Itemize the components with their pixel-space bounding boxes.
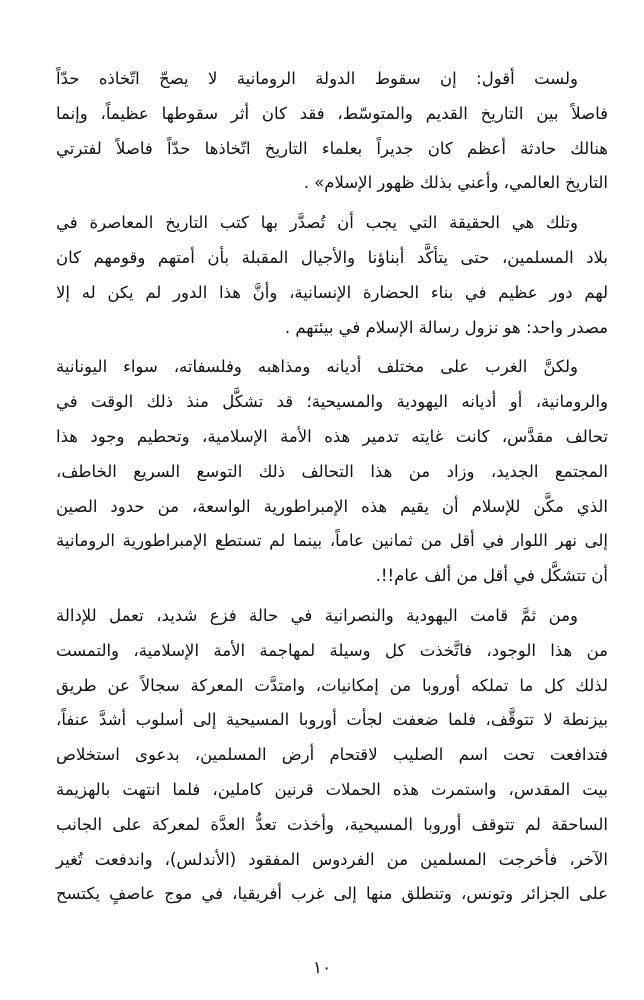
text-line: الساحقة لم تتوقف أوروبا المسيحية، وأخذت تعدُّ العدَّة لمعركة على الجانب <box>56 814 608 834</box>
text-line: على الجزائر وتونس، وتنطلق منها إلى غرب أفريقيا، في موج عاصفٍ يكتسح <box>56 884 608 904</box>
text-line: الذي مكَّن للإسلام أن يقيم هذه الإمبراطورية الواسعة، من حدود الصين <box>56 496 608 516</box>
text-line: التاريخ العالمي، وأعني بذلك ظهور الإسلام» . <box>303 173 608 193</box>
text-line: بيزنطة لا تتوقَّف، فلما ضعفت لجأت أوروبا المسيحية إلى أسلوب أشدَّ عنفاً، <box>56 710 608 730</box>
text-line: إلى نهر اللوار في أقل من ثمانين عاماً، بينما لم تستطع الإمبراطورية الرومانية <box>56 531 608 551</box>
text-line: بيت المقدس، واستمرت هذه الحملات قرنين كاملين، فلما انتهت بالهزيمة <box>56 779 608 799</box>
paragraph <box>56 599 608 912</box>
text-line: فاصلاً بين التاريخ القديم والمتوسّط، فقد كان أثر سقوطها عظيماً، وإنما <box>56 103 608 123</box>
page-body <box>56 62 608 917</box>
text-line: تحالف مقدَّس، كانت غايته تدمير هذه الأمة الإسلامية، وتحطيم وجود هذا <box>56 426 608 446</box>
text-line: من هذا الوجود، فاتَّخذت كل وسيلة لمهاجمة الأمة الإسلامية، والتمست <box>56 640 608 660</box>
text-line: فتدافعت تحت اسم الصليب لاقتحام أرض المسلمين، بدعوى استخلاص <box>56 745 608 765</box>
text-line: الآخر، فأخرجت المسلمين من الفردوس المفقود (الأندلس)، واندفعت تُغير <box>56 849 608 869</box>
paragraph <box>56 350 608 594</box>
text-line: لهم دور عظيم في بناء الحضارة الإنسانية، وأنَّ هذا الدور لم يكن له إلا <box>56 282 608 302</box>
page-number: ١٠ <box>312 958 332 978</box>
text-line: بلاد المسلمين، حتى يتأكَّد أبناؤنا والأجيال المقبلة بأن أمتهم وقومهم كان <box>56 247 608 267</box>
text-line: هنالك حادثة أعظم كان جديراً بعلماء التاريخ اتّخاذها حدّاً فاصلاً لفترتي <box>56 138 608 158</box>
text-line: أن تتشكَّل في أقل من ألف عام!!. <box>375 566 608 586</box>
paragraph <box>56 206 608 345</box>
text-line: ولست أقول: إن سقوط الدولة الرومانية لا يصحّ اتّخاذه حدّاً <box>56 69 578 88</box>
text-line: المجتمع الجديد، وزاد من هذا التحالف ذلك التوسع السريع الخاطف، <box>56 461 608 481</box>
paragraph <box>56 62 608 201</box>
text-line: لذلك كل ما تملكه أوروبا من إمكانيات، وامتدَّت المعركة سجالاً عن طريق <box>56 675 608 695</box>
text-line: ومن ثمَّ قامت اليهودية والنصرانية في حالة فزع شديد، تعمل للإدالة <box>56 605 578 625</box>
text-line: والرومانية، أو أديانه اليهودية والمسيحية؛ قد تشكَّل منذ ذلك الوقت في <box>56 392 608 412</box>
text-line: وتلك هي الحقيقة التي يجب أن تُصدَّر بها كتب التاريخ المعاصرة في <box>56 213 578 233</box>
text-line: مصدر واحد: هو نزول رسالة الإسلام في بيئتهم . <box>284 317 608 337</box>
text-line: ولكنَّ الغرب على مختلف أديانه ومذاهبه وفلسفاته، سواء اليونانية <box>56 357 578 377</box>
